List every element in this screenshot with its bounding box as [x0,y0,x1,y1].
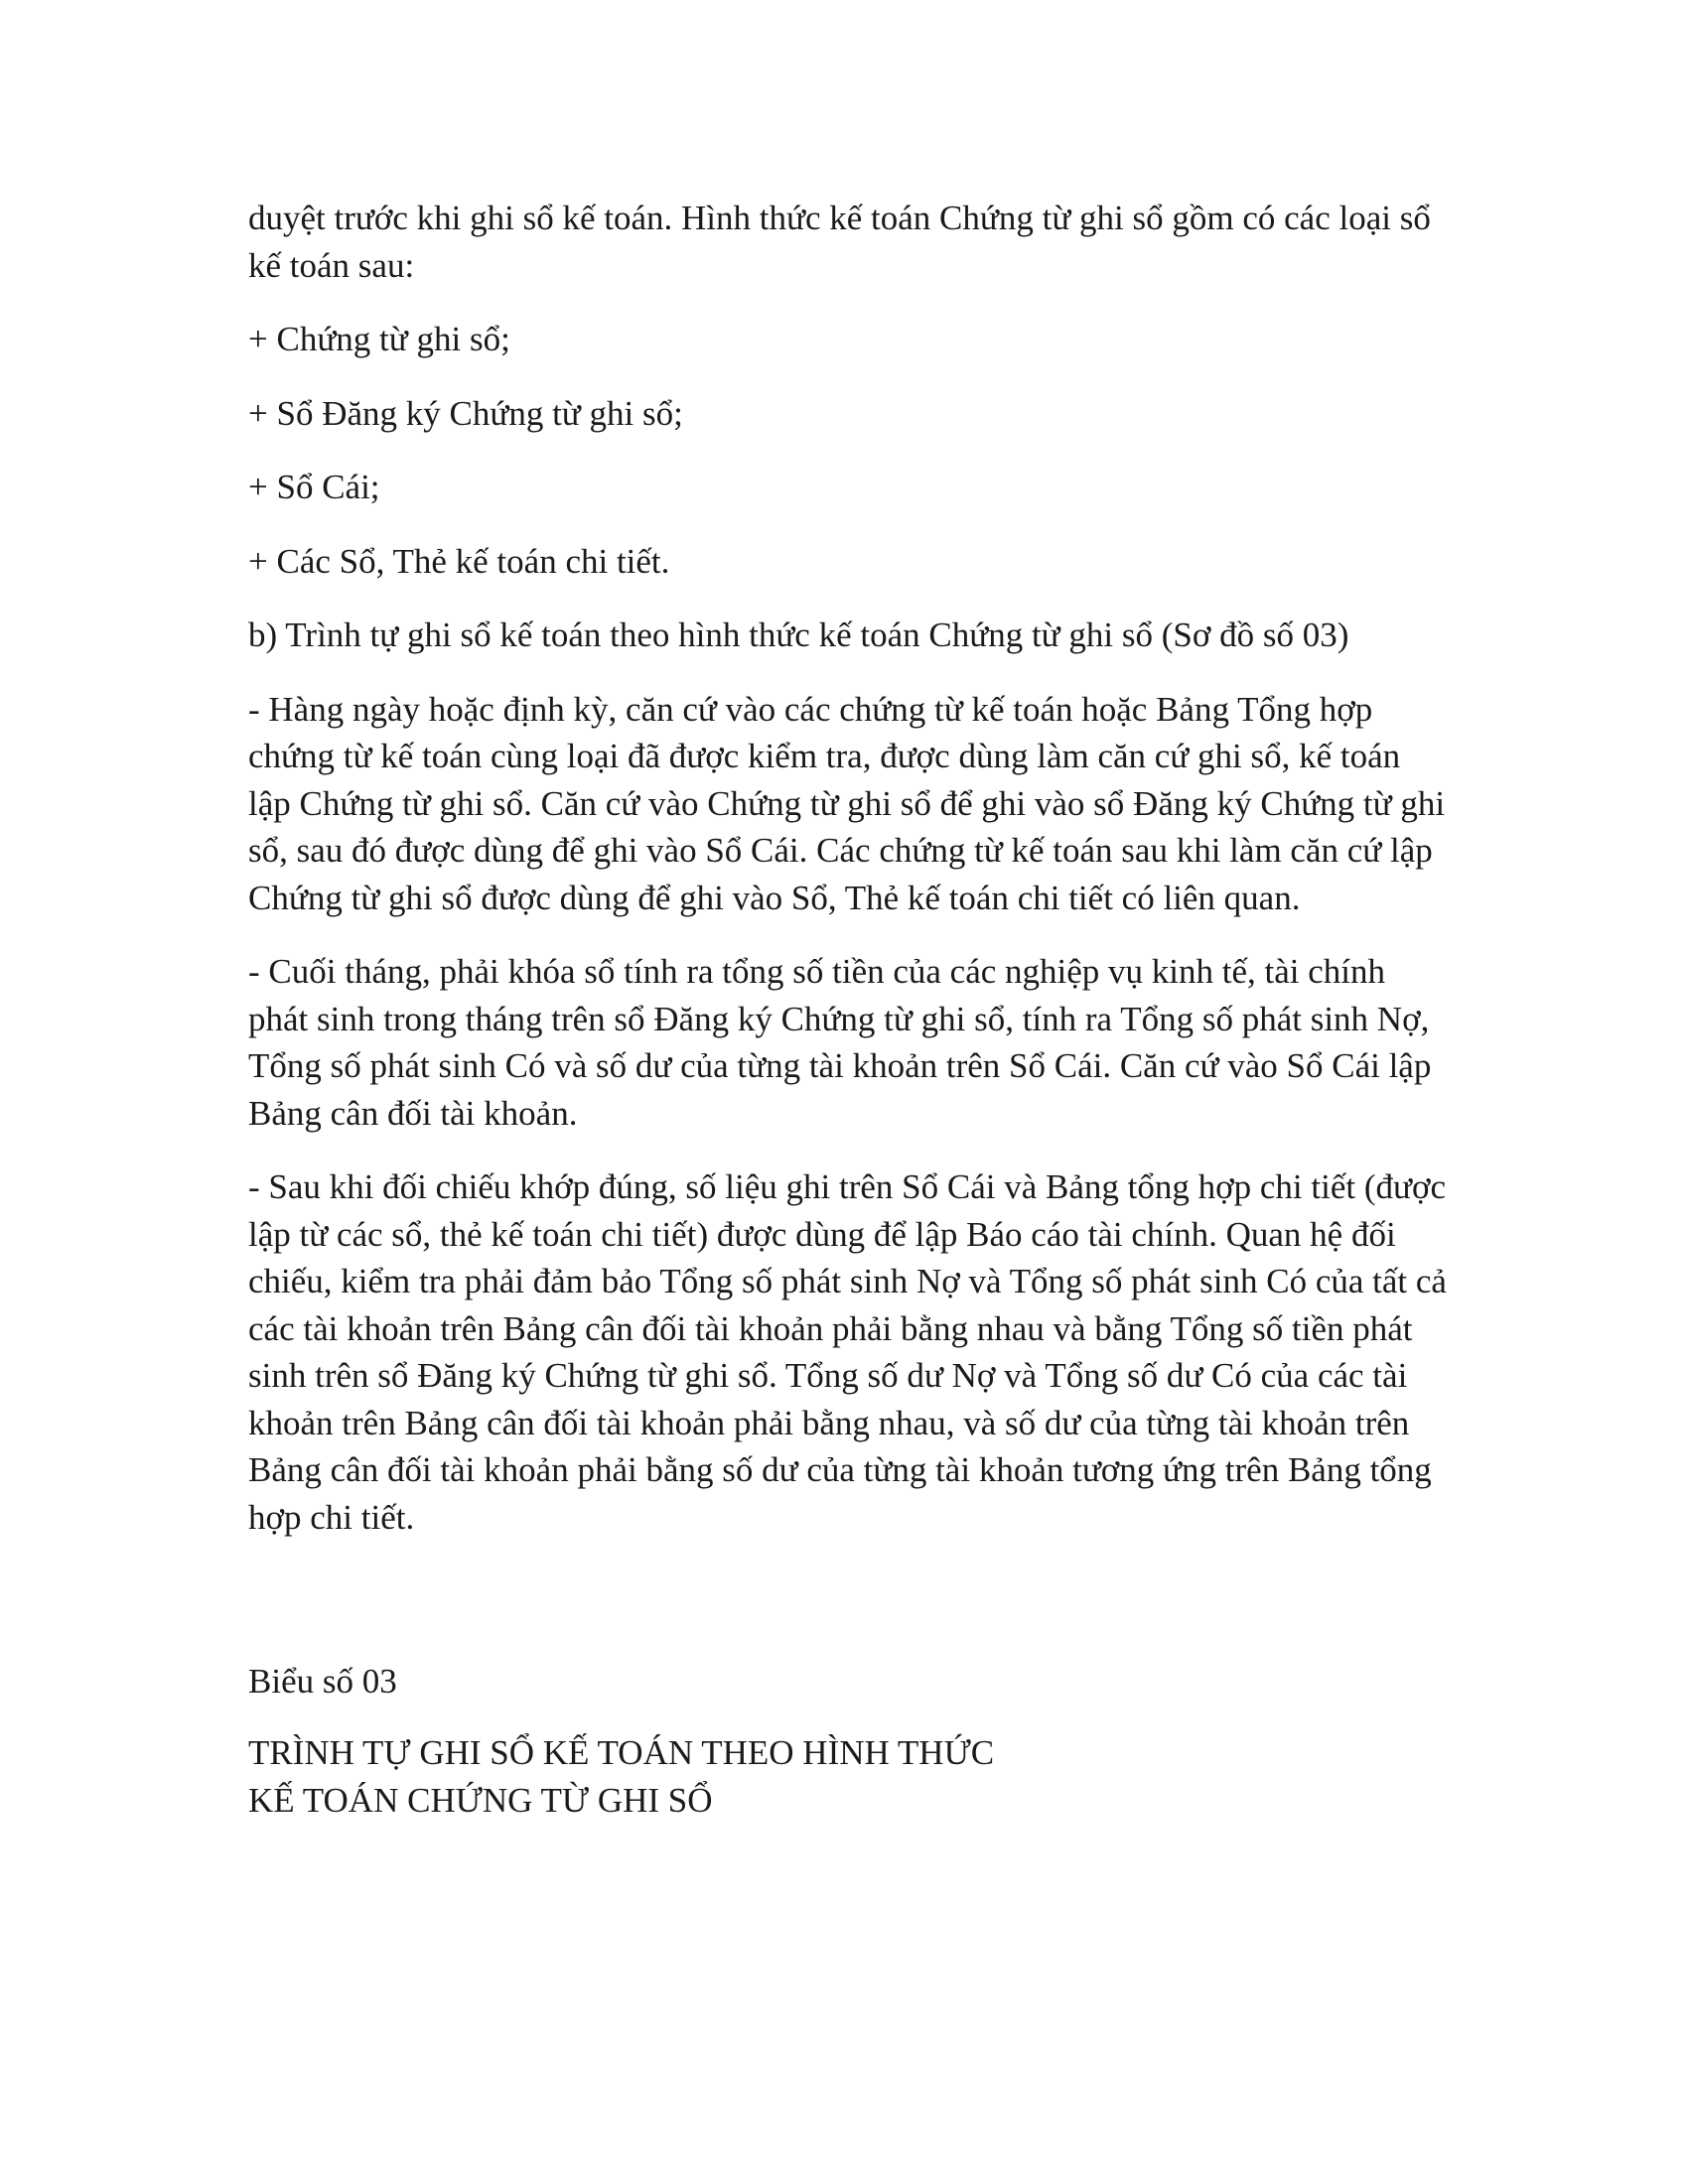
list-item-so-cai: + Sổ Cái; [248,468,380,506]
list-item-so-the-chi-tiet: + Các Sổ, Thẻ kế toán chi tiết. [248,541,670,581]
paragraph-daily: - Hàng ngày hoặc định kỳ, căn cứ vào các chứng từ kế toán hoặc Bảng Tổng hợp chứng từ kế toán cùng loại đã được kiểm tra, được dùng làm căn cứ ghi sổ, kế toán lập Chứng từ ghi sổ. Căn cứ vào Chứng từ ghi sổ để ghi vào sổ Đăng ký Chứng từ ghi sổ, sau đó được dùng để ghi vào Sổ Cái. Các chứng từ kế toán sau khi làm căn cứ lập Chứng từ ghi sổ được dùng để ghi vào Sổ, Thẻ kế toán chi tiết có liên quan. [248,689,1446,917]
list-item-so-dang-ky: + Sổ Đăng ký Chứng từ ghi sổ; [248,393,683,433]
figure-caption: Biểu số 03 [248,1662,397,1701]
figure-title-line-2: KẾ TOÁN CHỨNG TỪ GHI SỔ [248,1780,713,1820]
body-text [248,195,1450,1568]
paragraph-reconciliation: - Sau khi đối chiếu khớp đúng, số liệu ghi trên Sổ Cái và Bảng tổng hợp chi tiết (được lập từ các sổ, thẻ kế toán chi tiết) được dùng để lập Báo cáo tài chính. Quan hệ đối chiếu, kiểm tra phải đảm bảo Tổng số phát sinh Nợ và Tổng số phát sinh Có của tất cả các tài khoản trên Bảng cân đối tài khoản phải bằng nhau và bằng Tổng số tiền phát sinh trên sổ Đăng ký Chứng từ ghi sổ. Tổng số dư Nợ và Tổng số dư Có của các tài khoản trên Bảng cân đối tài khoản phải bằng nhau, và số dư của từng tài khoản trên Bảng cân đối tài khoản phải bằng số dư của từng tài khoản tương ứng trên Bảng tổng hợp chi tiết. [248,1167,1447,1537]
paragraph-month-end: - Cuối tháng, phải khóa sổ tính ra tổng số tiền của các nghiệp vụ kinh tế, tài chính phát sinh trong tháng trên sổ Đăng ký Chứng từ ghi sổ, tính ra Tổng số phát sinh Nợ, Tổng số phát sinh Có và số dư của từng tài khoản trên Sổ Cái. Căn cứ vào Sổ Cái lập Bảng cân đối tài khoản. [248,952,1432,1133]
figure-title [248,1729,994,1824]
paragraph-intro: duyệt trước khi ghi sổ kế toán. Hình thức kế toán Chứng từ ghi sổ gồm có các loại sổ kế toán sau: [248,199,1431,285]
list-item-chung-tu-ghi-so: + Chứng từ ghi sổ; [248,320,510,358]
section-heading-b: b) Trình tự ghi sổ kế toán theo hình thức kế toán Chứng từ ghi sổ (Sơ đồ số 03) [248,615,1349,654]
figure-title-line-1: TRÌNH TỰ GHI SỔ KẾ TOÁN THEO HÌNH THỨC [248,1733,995,1772]
